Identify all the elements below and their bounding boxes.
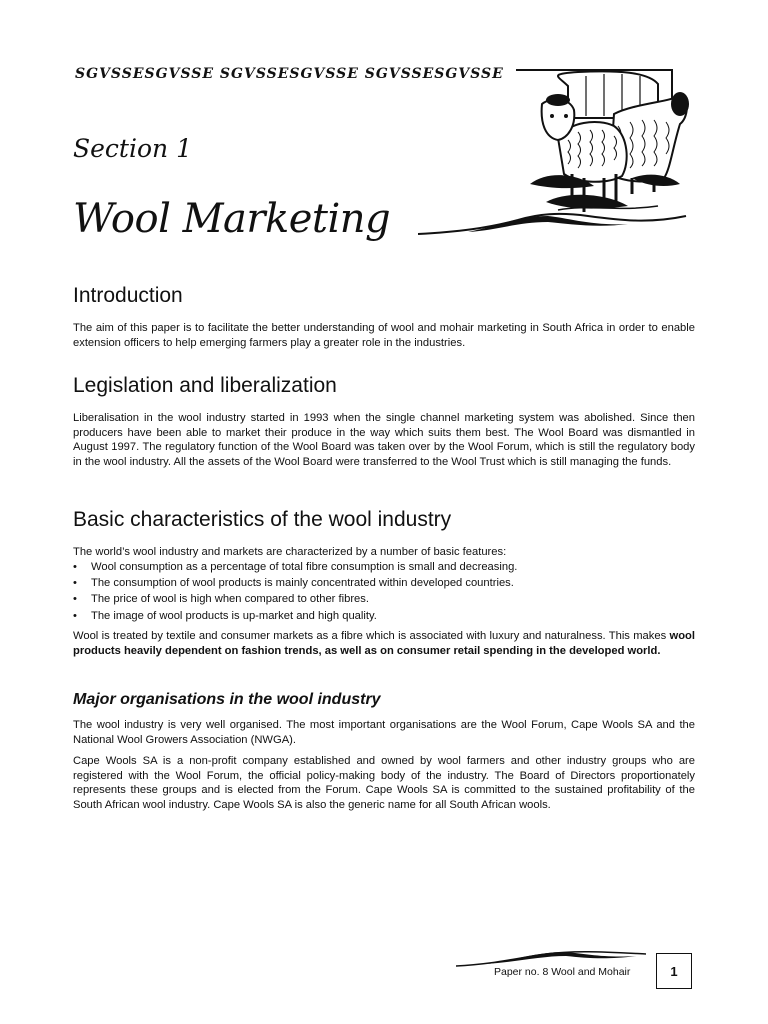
introduction-text: The aim of this paper is to facilitate the better understanding of wool and mohair marketing in South Africa in order to enable extension officers to help emerging farmers play a greater role in the industries. <box>73 322 695 349</box>
page-title: Wool Marketing <box>73 196 391 242</box>
list-item: • Wool consumption as a percentage of total fibre consumption is small and decreasing. <box>73 559 695 575</box>
characteristics-list <box>73 559 695 624</box>
footer-text: Paper no. 8 Wool and Mohair <box>494 966 631 978</box>
legislation-heading: Legislation and liberalization <box>73 374 337 397</box>
introduction-heading: Introduction <box>73 284 183 307</box>
organisations-paragraph-1: The wool industry is very well organised. The most important organisations are the Wool Forum, Cape Wools SA and the National Wool Growers Association (NWGA). <box>73 719 695 746</box>
list-item: • The image of wool products is up-market and high quality. <box>73 608 695 624</box>
list-item: • The price of wool is high when compared to other fibres. <box>73 591 695 607</box>
organisations-heading: Major organisations in the wool industry <box>73 691 381 708</box>
decorative-border: SGVSSESGVSSE SGVSSESGVSSE SGVSSESGVSSE <box>75 66 504 82</box>
sheep-illustration-icon <box>418 66 690 242</box>
organisations-paragraph-2: Cape Wools SA is a non-profit company established and owned by wool farmers and other industry groups who are registered with the Wool Forum, the official policy-making body of the industry. The Board of Directors proportionately represents these groups and is elected from the Forum. Cape Wools SA is committed to the sustained profitability of the South African wool industry. Cape Wools SA is also the generic name for all South African wools. <box>73 755 695 811</box>
list-item: • The consumption of wool products is mainly concentrated within developed countries. <box>73 575 695 591</box>
paragraph-bold-text: wool products heavily dependent on fashion trends, as well as on consumer retail spending in the developed world. <box>73 630 695 657</box>
characteristics-intro: The world’s wool industry and markets are characterized by a number of basic features: <box>73 546 507 558</box>
page-number: 1 <box>656 953 692 989</box>
characteristics-heading: Basic characteristics of the wool industry <box>73 508 452 531</box>
legislation-text: Liberalisation in the wool industry started in 1993 when the single channel marketing system was abolished. Since then producers have been able to market their produce in the way which suits them best. The Wool Board was dismantled in August 1997. The regulatory function of the Wool Board was taken over by the Wool Forum, which is still the regulatory body in the wool industry. All the assets of the Wool Board were transferred to the Wool Trust which is still managing the funds. <box>73 412 695 468</box>
characteristics-paragraph <box>73 629 695 658</box>
section-label: Section 1 <box>73 134 192 163</box>
paragraph-text: Wool is treated by textile and consumer markets as a fibre which is associated with luxury and naturalness. This makes <box>73 630 670 642</box>
